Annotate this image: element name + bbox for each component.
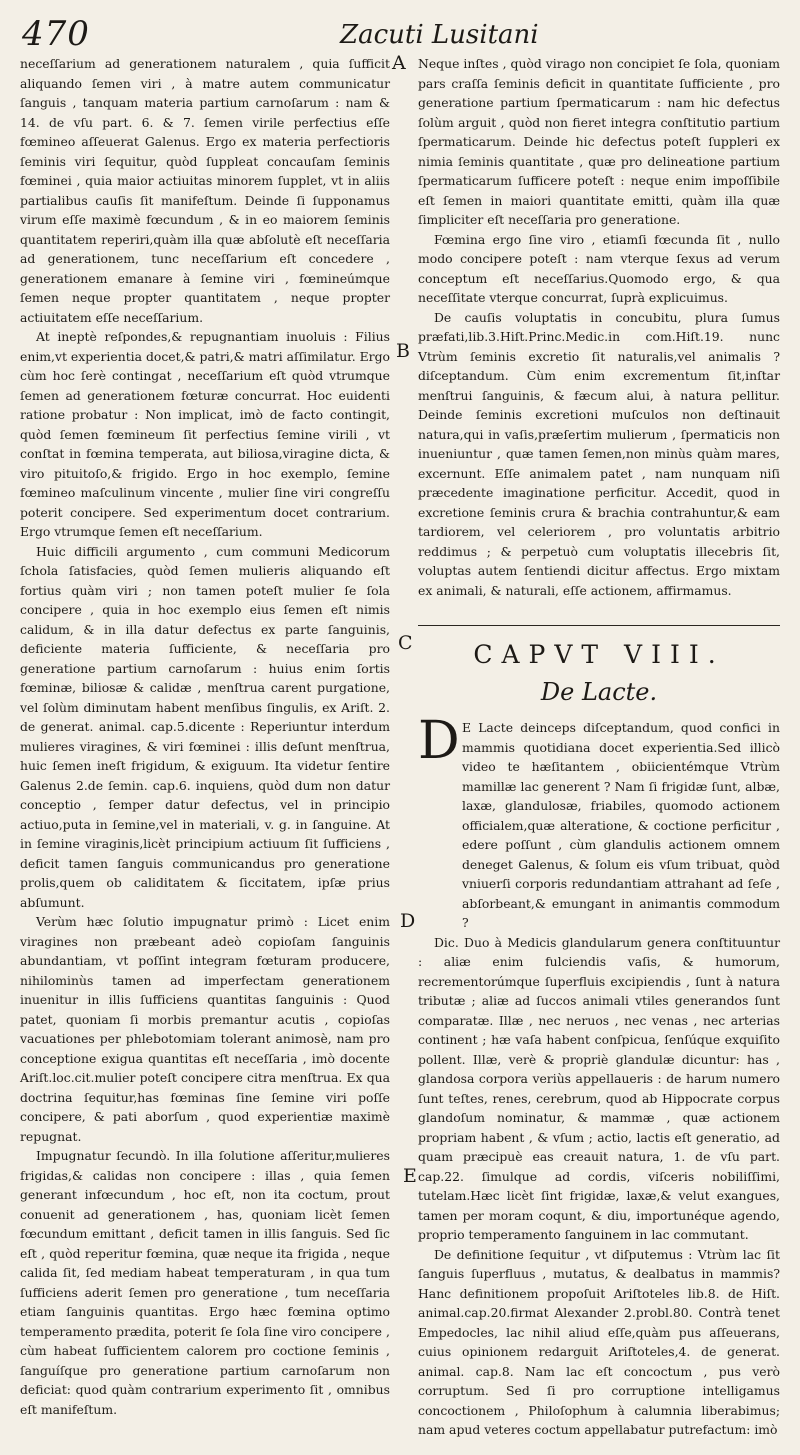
chapter-subtitle: De Lacte. [540, 678, 658, 706]
chapter-title: CAPVT VIII. [473, 640, 725, 669]
chapter-rule [418, 625, 780, 626]
margin-marker-a: A [392, 52, 406, 74]
paragraph: Huic difficili argumento , cum communi Medicorum ſchola ſatisfacies, quòd ſemen mulieris aliquando eſt fortius quàm viri ; non tamen poteſt mulier ſe ſola concipere , quia in hoc exemplo eius ſemen eſt nimis calidum, & in illa datur defectus ex parte ſanguinis, deficiente materia ſufficiente, & neceſſaria pro generatione partium carnoſarum : huius enim ſortis fœminæ, biliosæ & calidæ , menſtrua carent purgatione, vel ſolùm diminutam habent menſibus ſingulis, ex Ariſt. 2. de generat. animal. cap.5.dicente : Reperiuntur interdum mulieres viragines, & viri fœminei : illis deſunt menſtrua, huic ſemen ineſt frigidum, & exiguum. Ita videtur ſentire Galenus 2.de ſemin. cap.6. inquiens, quòd dum non datur conceptio , ſemper datur defectus, vel in principio actiuo,puta in ſemine,vel in materiali, v. g. in ſanguine. At in ſemine viraginis,licèt principium actiuum ſit ſufficiens , deficit tamen ſanguis communicandus pro generatione prolis,quem ob caliditatem & ſiccitatem, ipſæ prius abſumunt. [20, 543, 390, 910]
paragraph: Neque inſtes , quòd virago non concipiet ſe ſola, quoniam pars craſſa ſeminis deficit in quantitate ſufficiente , pro generatione partium ſpermaticarum : nam hic defectus ſolùm arguit , quòd non fieret integra conſtitutio partium ſpermaticarum. Deinde hic defectus poteſt ſuppleri ex nimia ſeminis quantitate , quæ pro delineatione partium ſpermaticarum ſufficere poteſt : neque enim impoſſibile eſt ſemen in maiori quantitate emitti, quàm illa quæ ſimpliciter eſt neceſſaria pro generatione. [418, 56, 780, 227]
right-column-bottom [418, 711, 780, 1440]
left-column [20, 54, 390, 1419]
paragraph: At ineptè reſpondes,& repugnantiam inuoluis : Filius enim,vt experientia docet,& patri,& matri aſſimilatur. Ergo cùm hoc ſerè contingat , neceſſarium eſt quòd vtrumque ſemen ad generationem fœturæ concurrat. Hoc euidenti ratione probatur : Non implicat, imò de facto contingit, quòd ſemen fœmineum ſit perfectius ſemine virili , vt conſtat in fœmina temperata, aut biliosa,viragine dicta, & viro pituitoſo,& frigido. Ergo in hoc exemplo, ſemine fœmineo maſculinum vincente , mulier ſine viri congreſſu poterit concipere. Sed experimentum docet contrarium. Ergo vtrumque ſemen eſt neceſſarium. [20, 329, 390, 539]
drop-cap: D [418, 711, 460, 771]
page-number: 470 [22, 14, 90, 54]
margin-marker-d: D [400, 910, 416, 932]
page-header [22, 14, 800, 56]
paragraph: De definitione ſequitur , vt diſputemus : Vtrùm lac ſit ſanguis ſuperfluus , mutatus, & dealbatus in mammis? Hanc definitionem propoſuit Ariſtoteles lib.8. de Hiſt. animal.cap.20.firmat Alexander 2.probl.80. Contrà tenet Empedocles, lac nihil aliud eſſe,quàm pus aſſeuerans, cuius opinionem redarguit Ariſtoteles,4. de generat. animal. cap.8. Nam lac eſt concoctum , pus verò corruptum. Sed ſi pro corruptione intelligamus concoctionem , Philoſophum à calumnia liberabimus; nam apud veteres coctum appellabatur putrefactum: imò [418, 1246, 780, 1437]
paragraph: Impugnatur ſecundò. In illa ſolutione aſſeritur,mulieres frigidas,& calidas non concipere : illas , quia ſemen generant infœcundum , hoc eſt, non ita coctum, prout conuenit ad generationem , has, quoniam licèt ſemen fœcundum emittant , deficit tamen in illis ſanguis. Sed ſic eſt , quòd reperitur fœmina, quæ neque ita frigida , neque calida ſit, ſed mediam habeat temperaturam , in qua tum ſufficiens aderit ſemen pro generatione , tum neceſſaria etiam ſanguinis quantitas. Ergo hæc fœmina optimo temperamento prædita, poterit ſe ſola ſine viro concipere , cùm habeat ſufficientem calorem pro coctione ſeminis , ſanguíſque pro generatione partium carnoſarum non deficiat: quod quàm contrarium experimento ſit , omnibus eſt manifeſtum. [20, 1148, 390, 1417]
paragraph: Fœmina ergo ſine viro , etiamſi fœcunda ſit , nullo modo concipere poteſt : nam vterque ſexus ad verum conceptum eſt neceſſarius.Quomodo ergo, & qua neceſſitate vterque concurrat, ſuprà explicuimus. [418, 231, 780, 305]
margin-marker-e: E [403, 1165, 417, 1187]
chapter-opening-text: E Lacte deinceps diſceptandum, quod confici in mammis quotidiana docet experientia.Sed illicò video te hæſitantem , obiicientémque Vtrùm mamillæ lac generent ? Nam ſi frigidæ ſunt, albæ, laxæ, glandulosæ, friabiles, quomodo actionem officialem,quæ alteratione, & coctione perficitur , edere poſſunt , cùm glandulis actionem omnem deneget Galenus, & ſolum eis vſum tribuat, quòd vniuerſi corporis redundantiam attrahant ad ſeſe , abſorbeant,& emungant in animantis commodum ? [462, 720, 780, 930]
running-head: Zacuti Lusitani [340, 20, 539, 50]
margin-marker-b: B [396, 340, 410, 362]
paragraph: Verùm hæc ſolutio impugnatur primò : Licet enim viragines non præbeant adeò copioſam ſanguinis abundantiam, vt poſſint integram fœturam producere, nihilominùs tamen ad imperfectam generationem inuenitur in illis ſufficiens quantitas ſanguinis : Quod patet, quoniam ſi morbis premantur acutis , copioſas vacuationes per phlebotomiam tolerant animosè, nam pro conceptione exigua quantitas eſt neceſſaria , imò docente Ariſt.loc.cit.mulier poteſt concipere citra menſtrua. Ex qua doctrina ſequitur,has fœminas ſine ſemine viri poſſe concipere, & pati aborſum , quod experientiæ maximè repugnat. [20, 914, 390, 1144]
paragraph: Dic. Duo à Medicis glandularum genera conſtituuntur : aliæ enim fulciendis vaſis, & humorum, recrementorúmque ſuperfluis excipiendis , ſunt à natura tributæ ; aliæ ad ſuccos animali vtiles generandos ſunt comparatæ. Illæ , nec neruos , nec venas , nec arterias continent ; hæ vaſa habent conſpicua, ſenſúque exquiſito pollent. Illæ, verè & propriè glandulæ dicuntur: has , glandosa corpora veriùs appellaueris : de harum numero ſunt teſtes, renes, cerebrum, quod ab Hippocrate corpus glandoſum nominatur, & mammæ , quæ actionem propriam habent , & vſum ; actio, lactis eſt generatio, ad quam præcipuè eas creauit natura, 1. de vſu part. cap.22. ſimulque ad cordis, viſceris nobiliſſimi, tutelam.Hæc licèt ſint frigidæ, laxæ,& velut exangues, tamen per moram coqunt, & diu, importunéque agendo, proprio temperamento ſanguinem in lac commutant. [418, 934, 780, 1242]
right-column-top [418, 54, 780, 600]
margin-marker-c: C [398, 632, 413, 654]
paragraph: De cauſis voluptatis in concubitu, plura ſumus præfati,lib.3.Hiſt.Princ.Medic.in com.Hiſt.19. nunc Vtrùm ſeminis excretio ſit naturalis,vel animalis ? diſceptandum. Cùm enim excrementum ſit,inſtar menſtrui ſanguinis, & fæcum alui, à natura pellitur. Deinde ſeminis excretioni muſculos non deſtinauit natura,qui in vaſis,præſertim mulierum , ſpermaticis non inueniuntur , quæ tamen ſemen,non minùs quàm mares, excernunt. Eſſe animalem patet , nam nunquam niſi præcedente imaginatione perficitur. Accedit, quod in excretione ſeminis crura & brachia contrahuntur,& eam tardiorem, vel celeriorem , pro voluntatis arbitrio reddimus ; & perpetuò cum voluptatis illecebris ſit, voluptas autem ſentiendi dicitur affectus. Ergo mixtam ex animali, & naturali, eſſe actionem, affirmamus. [418, 309, 780, 598]
paragraph: neceſſarium ad generationem naturalem , quia ſufficit aliquando ſemen viri , à matre autem communicatur ſanguis , tanquam materia partium carnoſarum : nam & 14. de vſu part. 6. & 7. ſemen virile perfectius eſſe fœmineo aſſeuerat Galenus. Ergo ex materia perfectioris ſeminis viri ſequitur, quòd ſuppleat concauſam ſeminis fœminei , quia maior actiuitas minorem ſupplet, vt in aliis partialibus cauſis ſit manifeſtum. Deinde ſi ſupponamus virum eſſe maximè fœcundum , & in eo maiorem ſeminis quantitatem reperiri,quàm illa quæ abſolutè eſt neceſſaria ad generationem, tunc neceſſarium eſt concedere , generationem emanare à ſemine viri , fœmineúmque ſemen neque propter quantitatem , neque propter actiuitatem eſſe neceſſarium. [20, 56, 390, 325]
paragraph [418, 711, 780, 933]
